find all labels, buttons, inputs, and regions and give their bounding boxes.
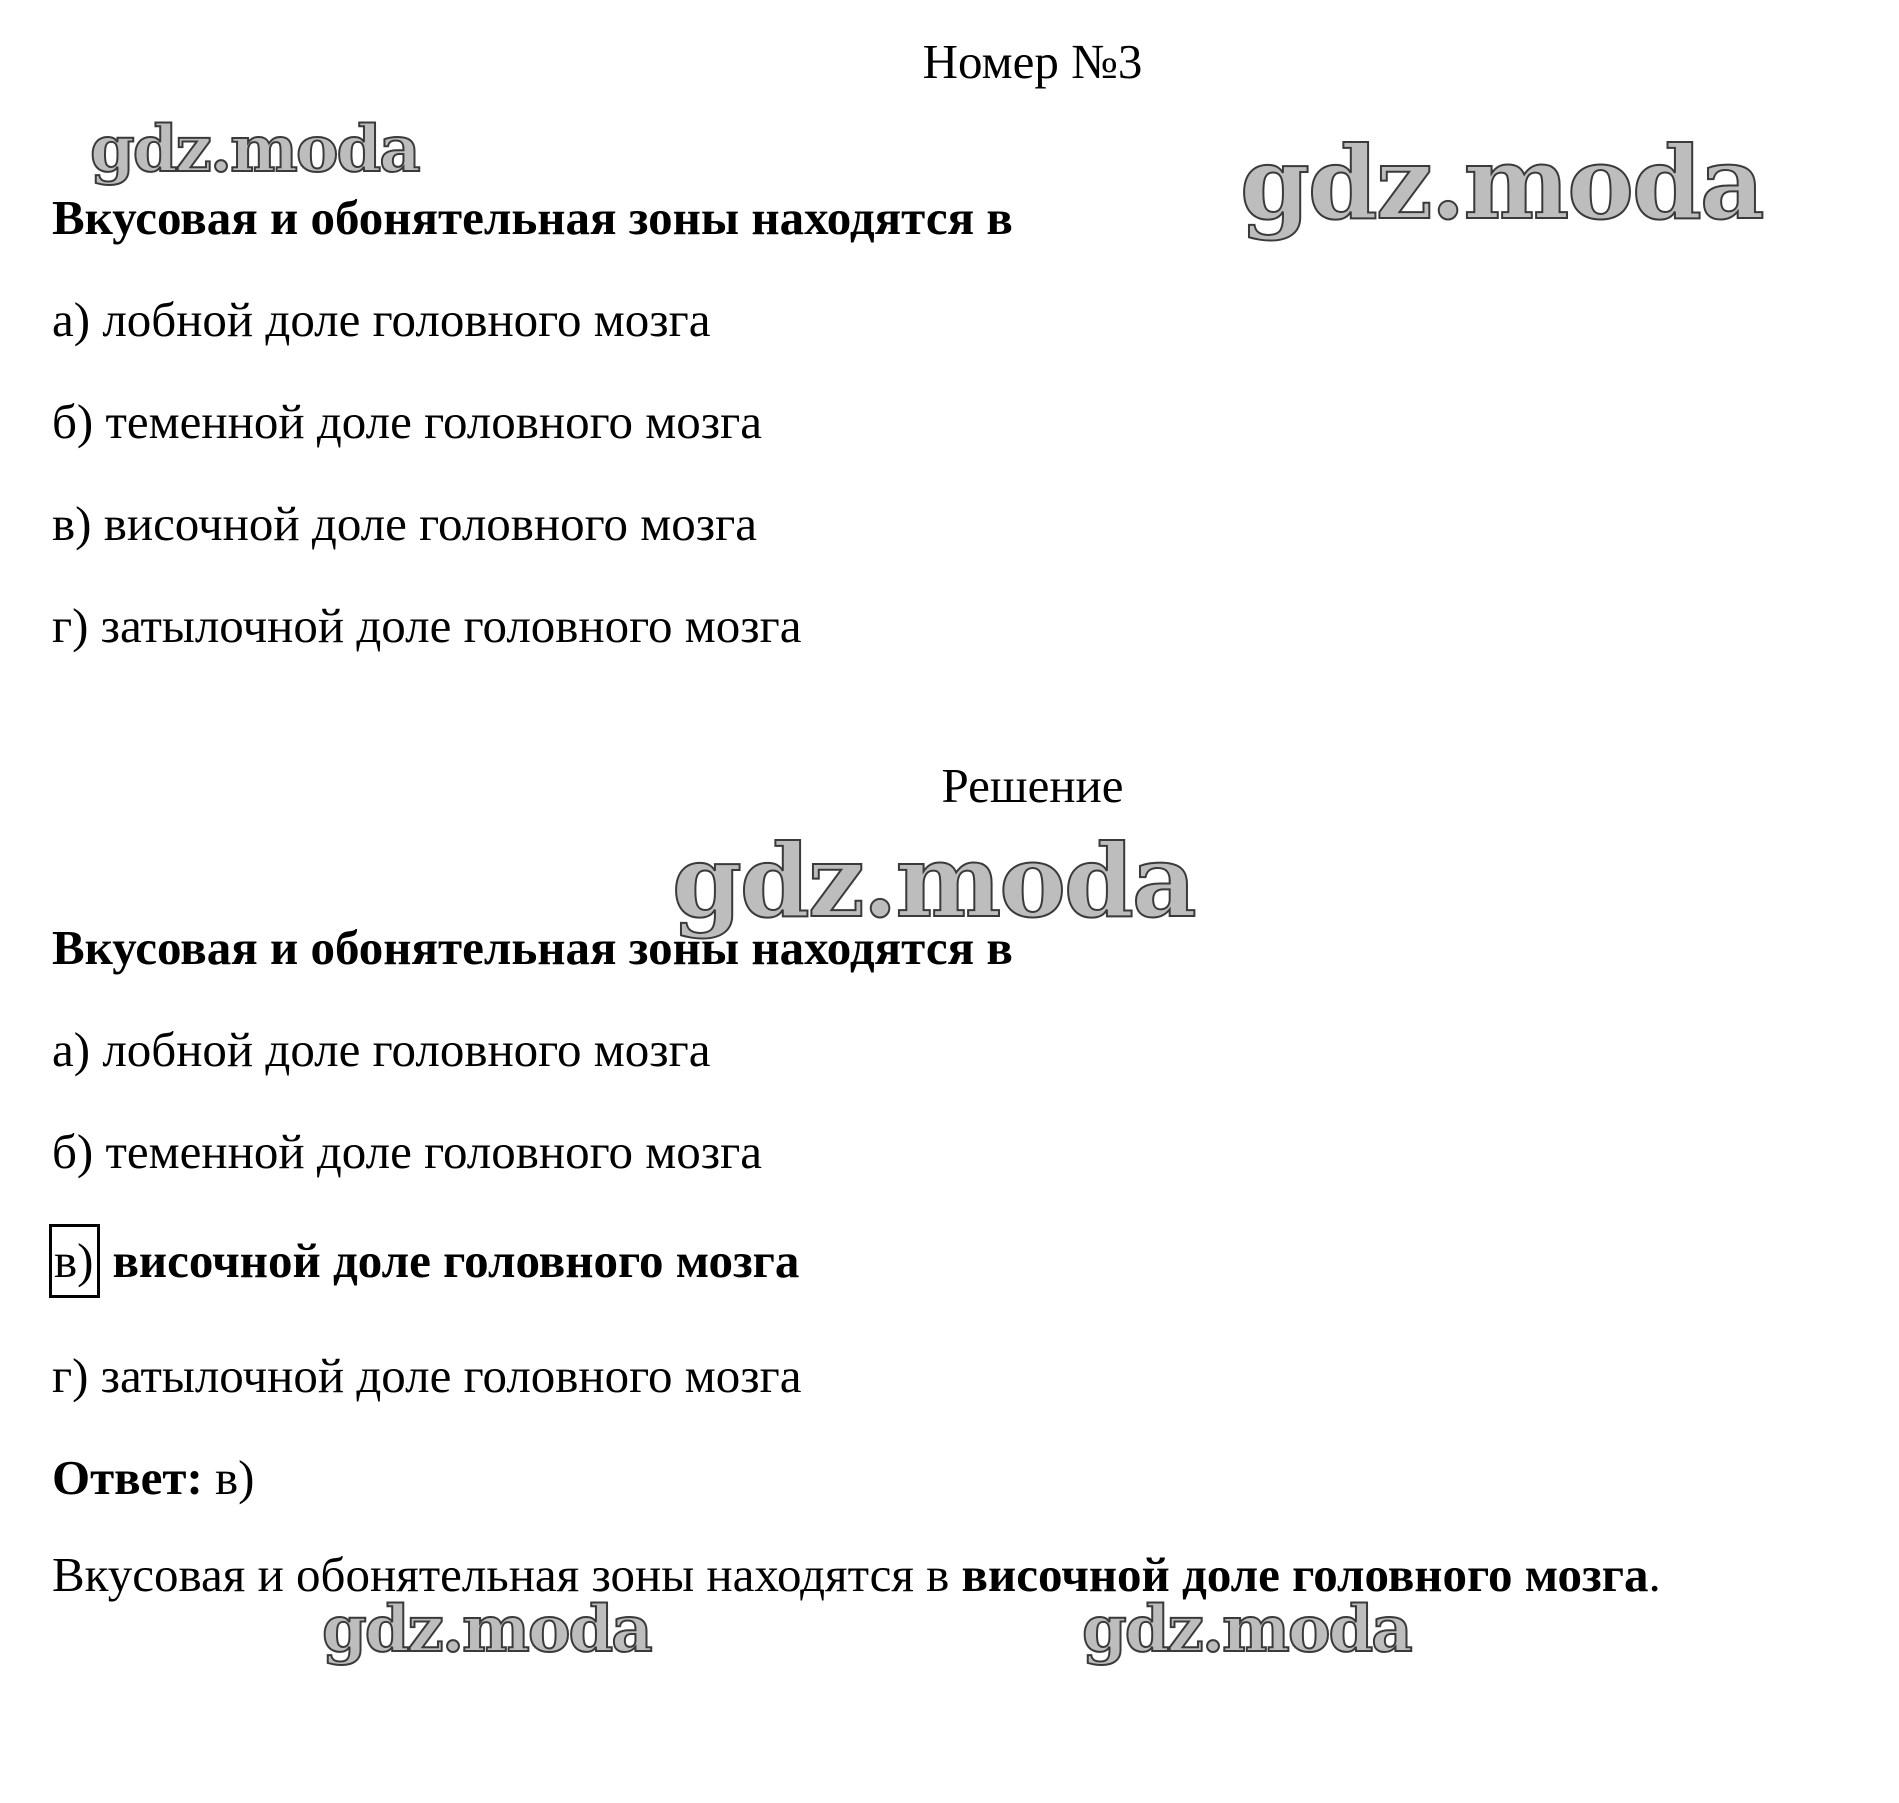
question-option-c: в) височной доле головного мозга: [52, 496, 757, 551]
solution-option-selected: [52, 1224, 799, 1298]
explanation-plain: Вкусовая и обонятельная зоны находятся в: [52, 1547, 962, 1602]
solution-option-b: б) теменной доле головного мозга: [52, 1124, 762, 1179]
solution-stem: Вкусовая и обонятельная зоны находятся в: [52, 920, 1013, 975]
watermark-top-left: gdz.moda: [90, 112, 419, 187]
problem-number: Номер №3: [922, 34, 1143, 89]
watermark-top-right: gdz.moda: [1240, 124, 1763, 242]
watermark-bottom-right: gdz.moda: [1082, 1592, 1411, 1667]
solution-heading: Решение: [941, 758, 1124, 813]
explanation-end: .: [1648, 1547, 1661, 1602]
selected-answer-text: височной доле головного мозга: [112, 1233, 800, 1288]
watermark-middle: gdz.moda: [672, 822, 1195, 940]
solution-option-d: г) затылочной доле головного мозга: [52, 1348, 802, 1403]
question-option-b: б) теменной доле головного мозга: [52, 394, 762, 449]
watermark-bottom-left: gdz.moda: [322, 1592, 651, 1667]
question-stem: Вкусовая и обонятельная зоны находятся в: [52, 190, 1013, 245]
answer-value: в): [215, 1450, 255, 1505]
solution-option-a: а) лобной доле головного мозга: [52, 1022, 711, 1077]
question-option-d: г) затылочной доле головного мозга: [52, 598, 802, 653]
answer-explanation: [52, 1524, 1862, 1626]
answer-label: Ответ:: [52, 1450, 203, 1505]
explanation-bold: височной доле головного мозга: [961, 1547, 1649, 1602]
answer-line: [52, 1448, 255, 1508]
selected-answer-box: в): [49, 1224, 100, 1298]
question-option-a: а) лобной доле головного мозга: [52, 292, 711, 347]
